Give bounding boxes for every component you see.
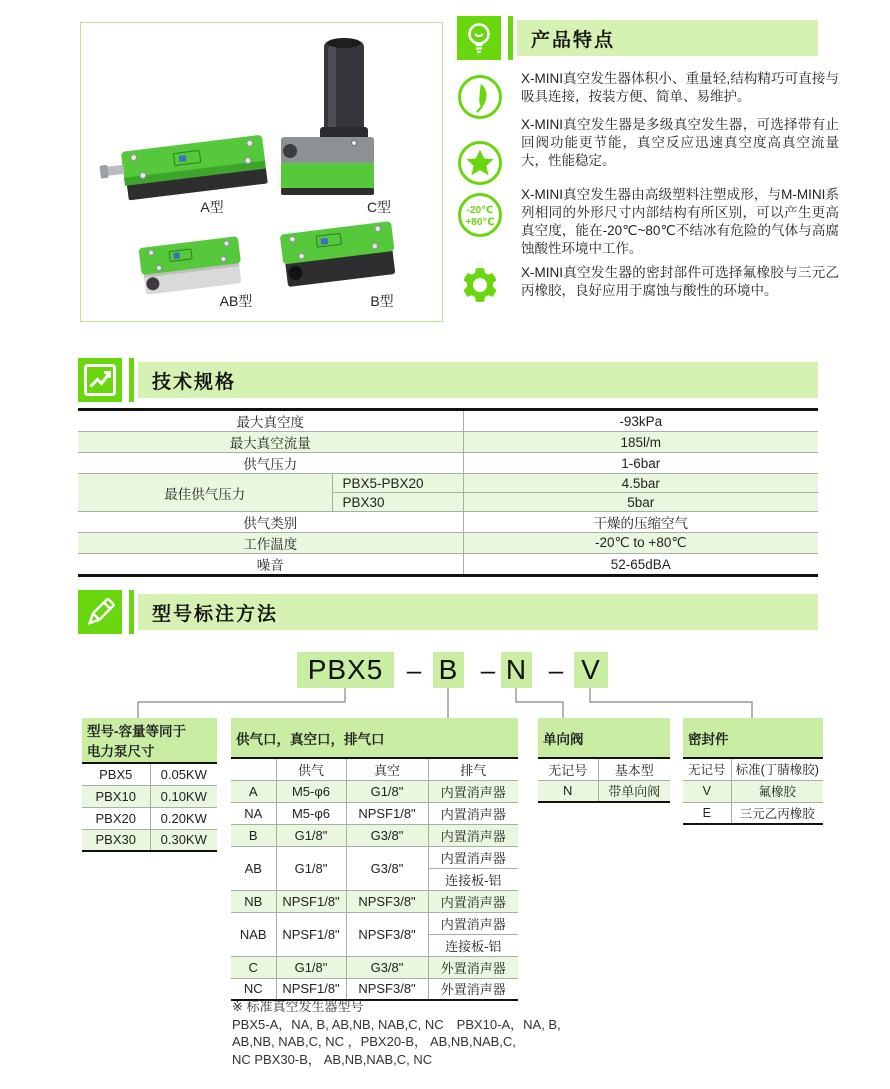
port-supply: NPSF1/8" xyxy=(276,978,346,1000)
port-vacuum: NPSF3/8" xyxy=(346,912,428,956)
port-vacuum: NPSF3/8" xyxy=(346,978,428,1000)
specs-header-banner xyxy=(138,362,818,398)
product-c-illustration xyxy=(281,38,374,195)
spec-row xyxy=(78,554,818,576)
port-supply: M5-φ6 xyxy=(276,802,346,824)
feature-text: X-MINI真空发生器是多级真空发生器，可选择带有止回阀功能更节能，真空反应迅速真空度高真空流量大，性能稳定。 xyxy=(521,117,839,168)
standard-models-note xyxy=(232,998,562,1068)
spec-table-body xyxy=(78,410,818,576)
header-accent-bar xyxy=(129,590,134,634)
port-table-body xyxy=(231,758,518,1000)
value-cell: 0.20KW xyxy=(150,807,217,829)
spec-sub-label: PBX30 xyxy=(332,493,463,512)
port-row xyxy=(231,978,518,1000)
spec-row xyxy=(78,474,818,493)
size-table xyxy=(82,718,217,852)
model-title: 型号标注方法 xyxy=(152,603,279,625)
product-label-c: C型 xyxy=(366,199,392,215)
product-a-illustration xyxy=(98,135,268,204)
port-exhaust: 连接板-铝 xyxy=(428,934,518,956)
model-connector-lines xyxy=(0,650,890,720)
table-row xyxy=(82,785,217,807)
port-supply: NPSF1/8" xyxy=(276,912,346,956)
code-separator: – xyxy=(480,654,496,685)
valve-table-body xyxy=(538,758,670,802)
port-vacuum: NPSF1/8" xyxy=(346,802,428,824)
port-exhaust: 内置消声器 xyxy=(428,780,518,802)
features-header-banner xyxy=(517,20,818,56)
port-row xyxy=(231,802,518,824)
port-exhaust: 连接板-铝 xyxy=(428,868,518,890)
seal-icon xyxy=(457,262,503,308)
port-table-header: 供气口，真空口，排气口 xyxy=(231,718,518,758)
model-header-banner xyxy=(138,594,818,630)
spec-row xyxy=(78,512,818,533)
spec-label: 供气类别 xyxy=(78,512,463,533)
port-row xyxy=(231,912,518,934)
port-supply: G1/8" xyxy=(276,846,346,890)
spec-row xyxy=(78,453,818,474)
spec-label: 供气压力 xyxy=(78,453,463,474)
feather-icon xyxy=(457,74,503,120)
column-header: 真空 xyxy=(346,758,428,780)
spec-label: 噪音 xyxy=(78,554,463,576)
code-segment: PBX5 xyxy=(297,652,394,688)
port-exhaust: 外置消声器 xyxy=(428,978,518,1000)
spec-row xyxy=(78,533,818,554)
table-row xyxy=(683,780,823,802)
note-line: PBX5-A，NA, B, AB,NB, NAB,C, NC PBX10-A，NA, B, xyxy=(232,1016,561,1032)
value-cell: 0.05KW xyxy=(150,763,217,785)
spec-table xyxy=(78,408,818,577)
port-row xyxy=(231,890,518,912)
port-code: NB xyxy=(231,890,276,912)
svg-text:+80℃: +80℃ xyxy=(465,217,495,228)
note-line: NC PBX30-B， AB,NB,NAB,C, NC xyxy=(232,1051,433,1067)
header-accent-bar xyxy=(129,358,134,402)
spec-label: 最佳供气压力 xyxy=(78,474,332,512)
value-cell: 氟橡胶 xyxy=(731,780,823,802)
spec-value: 1-6bar xyxy=(463,453,818,474)
feather-icon xyxy=(457,74,503,120)
product-renders-illustration xyxy=(81,23,442,321)
port-code: NA xyxy=(231,802,276,824)
code-segment: N xyxy=(501,652,532,688)
value-cell: 三元乙丙橡胶 xyxy=(731,802,823,824)
product-label-a: A型 xyxy=(200,199,224,215)
port-code: NC xyxy=(231,978,276,1000)
spec-value: 52-65dBA xyxy=(610,556,671,572)
port-colheader-row xyxy=(231,758,518,780)
port-exhaust: 内置消声器 xyxy=(428,824,518,846)
code-cell: PBX30 xyxy=(82,829,150,851)
code-cell: PBX10 xyxy=(82,785,150,807)
spec-label: 最大真空度 xyxy=(78,410,463,432)
port-code: A xyxy=(231,780,276,802)
column-header: 供气 xyxy=(276,758,346,780)
product-ab-illustration xyxy=(138,236,243,295)
port-supply: G1/8" xyxy=(276,824,346,846)
star-icon xyxy=(457,140,503,186)
port-vacuum: G3/8" xyxy=(346,846,428,890)
spec-row xyxy=(78,432,818,453)
table-row xyxy=(683,802,823,824)
code-cell: PBX5 xyxy=(82,763,150,785)
spec-value: 5bar xyxy=(463,493,818,512)
code-separator: – xyxy=(406,654,422,685)
port-code: NAB xyxy=(231,912,276,956)
specs-title: 技术规格 xyxy=(152,371,237,393)
seal-table-header: 密封件 xyxy=(683,718,823,758)
code-segment: B xyxy=(433,652,464,688)
size-table-header: 型号-容量等同于 电力泵尺寸 xyxy=(82,718,217,763)
port-row xyxy=(231,780,518,802)
spec-row xyxy=(78,410,818,432)
table-row xyxy=(538,780,670,802)
product-label-ab: AB型 xyxy=(219,293,253,309)
port-code: C xyxy=(231,956,276,978)
port-supply: G1/8" xyxy=(276,956,346,978)
value-cell: 标准(丁腈橡胶) xyxy=(731,758,823,780)
port-supply: NPSF1/8" xyxy=(276,890,346,912)
table-row xyxy=(683,758,823,780)
seal-table-body xyxy=(683,758,823,824)
port-exhaust: 内置消声器 xyxy=(428,802,518,824)
product-gallery xyxy=(80,22,443,322)
port-code: AB xyxy=(231,846,276,890)
feature-text: X-MINI真空发生器由高级塑料注塑成形，与M-MINI系列相同的外形尺寸内部结构有所区别，可以产生更高真空度，能在-20℃~80℃不结冰有危险的气体与高腐蚀酸性环境中工作。 xyxy=(521,187,839,256)
code-separator: – xyxy=(548,654,564,685)
spec-value: -20℃ to +80℃ xyxy=(463,533,818,554)
product-label-b: B型 xyxy=(370,293,394,309)
port-vacuum: G3/8" xyxy=(346,824,428,846)
spec-sub-label: PBX5-PBX20 xyxy=(332,474,463,493)
header-accent-bar xyxy=(508,16,513,60)
valve-table-header: 单向阀 xyxy=(538,718,670,758)
seal-table xyxy=(683,718,823,825)
port-code: B xyxy=(231,824,276,846)
value-cell: 基本型 xyxy=(598,758,670,780)
port-row xyxy=(231,846,518,868)
port-row xyxy=(231,824,518,846)
note-line: ※ 标准真空发生器型号 xyxy=(232,999,364,1014)
feature-text: X-MINI真空发生器的密封部件可选择氟橡胶与三元乙丙橡胶，良好应用于腐蚀与酸性的环境中。 xyxy=(521,265,839,298)
temperature-icon xyxy=(457,192,503,238)
pencil-icon xyxy=(78,590,122,634)
size-table-body xyxy=(82,763,217,851)
chart-icon xyxy=(78,358,122,402)
table-row xyxy=(538,758,670,780)
product-b-illustration xyxy=(280,221,398,287)
spec-value: 185l/m xyxy=(463,432,818,453)
port-table xyxy=(231,718,518,1001)
table-row xyxy=(82,763,217,785)
code-cell: PBX20 xyxy=(82,807,150,829)
port-exhaust: 内置消声器 xyxy=(428,890,518,912)
table-row xyxy=(82,807,217,829)
port-vacuum: NPSF3/8" xyxy=(346,890,428,912)
svg-text:-20℃: -20℃ xyxy=(466,205,494,216)
port-exhaust: 内置消声器 xyxy=(428,912,518,934)
code-cell: E xyxy=(683,802,731,824)
spec-label: 工作温度 xyxy=(78,533,463,554)
port-row xyxy=(231,956,518,978)
port-supply: M5-φ6 xyxy=(276,780,346,802)
value-cell: 带单向阀 xyxy=(598,780,670,802)
feature-text: X-MINI真空发生器体积小、重量轻,结构精巧可直接与吸具连接，按装方便、简单、易维护。 xyxy=(521,71,839,104)
code-cell: N xyxy=(538,780,598,802)
temperature-icon xyxy=(457,192,503,238)
spec-value: 干燥的压缩空气 xyxy=(463,512,818,533)
spec-value: -93kPa xyxy=(463,410,818,432)
seal-icon xyxy=(457,262,503,308)
code-cell: V xyxy=(683,780,731,802)
table-row xyxy=(82,829,217,851)
valve-table xyxy=(538,718,670,803)
code-cell: 无记号 xyxy=(538,758,598,780)
note-line: AB,NB, NAB,C, NC ，PBX20-B， AB,NB,NAB,C, xyxy=(232,1034,516,1049)
column-header xyxy=(231,758,276,780)
value-cell: 0.10KW xyxy=(150,785,217,807)
port-exhaust: 外置消声器 xyxy=(428,956,518,978)
value-cell: 0.30KW xyxy=(150,829,217,851)
port-vacuum: G3/8" xyxy=(346,956,428,978)
column-header: 排气 xyxy=(428,758,518,780)
code-cell: 无记号 xyxy=(683,758,731,780)
code-segment: V xyxy=(574,652,608,688)
spec-label: 最大真空流量 xyxy=(78,432,463,453)
features-title: 产品特点 xyxy=(531,29,616,51)
spec-value: 4.5bar xyxy=(463,474,818,493)
port-exhaust: 内置消声器 xyxy=(428,846,518,868)
star-icon xyxy=(457,140,503,186)
port-vacuum: G1/8" xyxy=(346,780,428,802)
lightbulb-icon xyxy=(457,16,501,60)
